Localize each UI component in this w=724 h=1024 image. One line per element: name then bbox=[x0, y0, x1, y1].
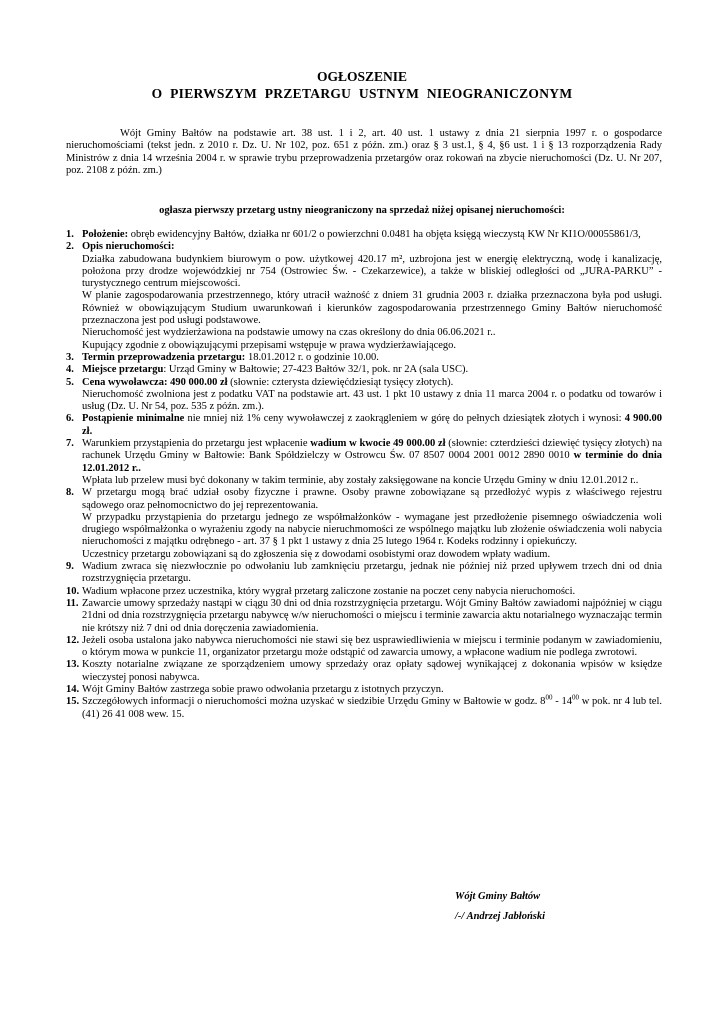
item-text: : Urząd Gminy w Bałtowie; 27-423 Bałtów 32/1, pok. nr 2A (sala USC). bbox=[163, 364, 469, 376]
item-number: 6. bbox=[66, 413, 74, 425]
document-title: OGŁOSZENIE bbox=[316, 69, 408, 84]
item-11-contract bbox=[66, 598, 662, 635]
item-paragraph: Nieruchomość zwolniona jest z podatku VAT na podstawie art. 43 ust. 1 pkt 10 ustawy z dnia 11 marca 2004 r. o podatku od towarów i usług (Dz. U. Nr 54, poz. 535 z późn. zm.). bbox=[82, 388, 662, 413]
item-text: Warunkiem przystąpienia do przetargu jest wpłacenie bbox=[82, 438, 311, 450]
intro-text: Wójt Gminy Bałtów na podstawie art. 38 ust. 1 i 2, art. 40 ust. 1 ustawy z dnia 21 sierpnia 1997 r. o gospodarce nieruchomościami (tekst jedn. z 2010 r. Dz. U. Nr 102, poz. 651 z późn. zm.) oraz § 3 ust.1, § 4, §6 ust. 1 i § 13 rozporządzenia Rady Ministrów z dnia 14 września 2004 r. w sprawie trybu przeprowadzenia przetargów oraz rokowań na zbycie nieruchomości (Dz. U. Nr 207, poz. 2108 z późn. zm.) bbox=[66, 128, 662, 176]
item-text: 18.01.2012 r. o godzinie 10.00. bbox=[245, 351, 379, 363]
item-number: 12. bbox=[66, 634, 80, 646]
item-number: 3. bbox=[66, 351, 74, 363]
signature-name: /-/ Andrzej Jabłoński bbox=[455, 911, 546, 922]
item-text: Jeżeli osoba ustalona jako nabywca nieruchomości nie stawi się bez usprawiedliwienia w miejscu i terminie podanym w zawiadomieniu, o którym mowa w punkcie 11, organizator przetargu może odstąpić od zawarcia umowy, a wpłacone wadium nie podlega zwrotowi. bbox=[82, 634, 662, 659]
item-number: 11. bbox=[66, 597, 79, 609]
item-text: (słownie: czterysta dziewięćdziesiąt tysięcy złotych). bbox=[227, 376, 454, 388]
item-text: Wadium zwraca się niezwłocznie po odwołaniu lub zamknięciu przetargu, jednak nie później niż przed upływem trzech dni od dnia rozstrzygnięcia przetargu. bbox=[82, 561, 662, 585]
item-number: 5. bbox=[66, 376, 74, 388]
item-9-deposit-return bbox=[66, 561, 662, 586]
deposit-deadline: w terminie do dnia 12.01.2012 r.. bbox=[82, 450, 663, 474]
item-paragraph: Nieruchomość jest wydzierżawiona na podstawie umowy na czas określony do dnia 06.06.2021 r.. bbox=[82, 327, 496, 339]
item-text: Szczegółowych informacji o nieruchomości można uzyskać w siedzibie Urzędu Gminy w Bałtowie w godz. 8 bbox=[82, 696, 546, 708]
item-number: 8. bbox=[66, 487, 74, 499]
item-8-participants bbox=[66, 487, 662, 561]
superscript: 00 bbox=[545, 693, 553, 702]
announcement-heading: ogłasza pierwszy przetarg ustny nieograniczony na sprzedaż niżej opisanej nieruchomości: bbox=[159, 205, 565, 216]
item-paragraph: Kupujący zgodnie z obowiązującymi przepisami wstępuje w prawa wydzierżawiającego. bbox=[82, 339, 457, 351]
superscript: 00 bbox=[571, 693, 579, 702]
item-text: nie mniej niż 1% ceny wywoławczej z zaokrągleniem w górę do pełnych dziesiątek złotych i wynosi: bbox=[184, 413, 625, 425]
item-heading: Miejsce przetargu bbox=[82, 364, 164, 376]
item-number: 13. bbox=[66, 659, 80, 671]
item-heading: Opis nieruchomości: bbox=[82, 241, 175, 253]
deposit-amount: wadium w kwocie 49 000.00 zł bbox=[310, 438, 446, 450]
item-text: Koszty notarialne związane ze sporządzeniem umowy sprzedaży oraz opłaty sądowej wynikającej z dokonania wpisów w księdze wieczystej ponosi nabywca. bbox=[82, 659, 662, 683]
item-12-withdrawal bbox=[66, 635, 662, 660]
item-number: 15. bbox=[66, 696, 80, 708]
item-text: - 14 bbox=[552, 696, 572, 708]
items-list bbox=[66, 229, 662, 721]
item-paragraph: Uczestnicy przetargu zobowiązani są do zgłoszenia się z dowodami osobistymi oraz dowodem wpłaty wadium. bbox=[82, 548, 551, 560]
item-number: 10. bbox=[66, 585, 80, 597]
item-text: w pok. nr 4 lub tel. (41) 26 41 008 wew. 15. bbox=[82, 696, 662, 720]
intro-paragraph bbox=[66, 128, 662, 177]
item-number: 1. bbox=[66, 229, 74, 240]
item-text: obręb ewidencyjny Bałtów, działka nr 601/2 o powierzchni 0.0481 ha objęta księgą wieczystą KW Nr KI1O/00055861/3, bbox=[128, 229, 641, 240]
item-13-costs bbox=[66, 659, 662, 684]
item-heading: Położenie: bbox=[82, 229, 129, 240]
item-paragraph: Działka zabudowana budynkiem biurowym o pow. użytkowej 420.17 m², uzbrojona jest w energię elektryczną, wodę i kanalizację, położona przy drodze wojewódzkiej nr 754 (Ostrowiec Św. - Czekarzewice), a także w bliskiej odległości od „JURA-PARKU” - turystycznego centrum miejscowości. bbox=[82, 253, 662, 290]
item-text: Wójt Gminy Bałtów zastrzega sobie prawo odwołania przetargu z istotnych przyczyn. bbox=[82, 683, 444, 695]
item-text: Wadium wpłacone przez uczestnika, który wygrał przetarg zaliczone zostanie na poczet ceny nabycia nieruchomości. bbox=[82, 585, 576, 597]
item-paragraph: W przypadku przystąpienia do przetargu jednego ze współmałżonków - wymagane jest przedłożenie pisemnego oświadczenia woli drugiego współmałżonka o wyrażeniu zgody na nabycie nieruchmomości ze wspólnego majątku lub złożenie oświadczenia woli nabycia nieruchomości z majątku odrębnego - art. 37 § 1 pkt 1 ustawy z dnia 25 lutego 1964 r. Kodeks rodzinny i opiekuńczy. bbox=[82, 511, 662, 548]
minimum-bid-amount: 4 900.00 zł. bbox=[82, 413, 663, 437]
item-7-deposit bbox=[66, 438, 662, 487]
item-heading: Cena wywoławcza: bbox=[82, 376, 168, 388]
starting-price: 490 000.00 zł bbox=[167, 376, 228, 388]
item-number: 7. bbox=[66, 438, 74, 450]
item-6-minimum-bid bbox=[66, 413, 662, 438]
item-number: 9. bbox=[66, 561, 74, 573]
item-heading: Termin przeprowadzenia przetargu: bbox=[82, 351, 246, 363]
item-text: Zawarcie umowy sprzedaży nastąpi w ciągu 30 dni od dnia rozstrzygnięcia przetargu. Wójt Gminy Bałtów zawiadomi najpóźniej w ciągu 21dni od dnia rozstrzygnięcia przetargu nabywcę w/w nieruchomości o miejscu i terminie zawarcia aktu notarialnego wyznaczając termin nie krótszy niż 7 dni od dnia doręczenia zawiadomienia. bbox=[82, 597, 662, 634]
item-number: 4. bbox=[66, 364, 74, 376]
item-2-description bbox=[66, 241, 662, 352]
item-15-contact bbox=[66, 693, 662, 721]
item-number: 14. bbox=[66, 683, 80, 695]
item-4-place bbox=[66, 364, 662, 376]
signature-title: Wójt Gminy Bałtów bbox=[455, 891, 541, 902]
item-5-price bbox=[66, 377, 662, 414]
item-3-date bbox=[66, 352, 662, 364]
item-10-deposit-credit bbox=[66, 586, 662, 598]
item-number: 2. bbox=[66, 241, 74, 253]
document-subtitle: O PIERWSZYM PRZETARGU USTNYM NIEOGRANICZONYM bbox=[151, 86, 573, 101]
item-heading: Postąpienie minimalne bbox=[82, 413, 185, 425]
item-paragraph: Wpłata lub przelew musi być dokonany w takim terminie, aby zostały zaksięgowane na koncie Urzędu Gminy w dniu 12.01.2012 r.. bbox=[82, 474, 639, 486]
item-paragraph: W planie zagospodarowania przestrzennego, który utracił ważność z dniem 31 grudnia 2003 r. działka przeznaczona była pod usługi. Również w obowiązującym Studium uwarunkowań i kierunków zagospodarowania przestrzennego Gminy Bałtów nieruchomość przeznaczona jest pod usługi podstawowe. bbox=[82, 290, 662, 327]
item-1-location bbox=[66, 229, 662, 241]
item-text: (słownie: czterdzieści dziewięć tysięcy złotych) na rachunek Urzędu Gminy w Bałtowie: Bank Spółdzielczy w Ostrowcu Św. 07 8507 0004 2001 0012 2890 0010 bbox=[82, 438, 662, 462]
item-paragraph: W przetargu mogą brać udział osoby fizyczne i prawne. Osoby prawne zobowiązane są przedłożyć wypis z właściwego rejestru sądowego oraz pełnomocnictwo do jej reprezentowania. bbox=[82, 487, 662, 511]
